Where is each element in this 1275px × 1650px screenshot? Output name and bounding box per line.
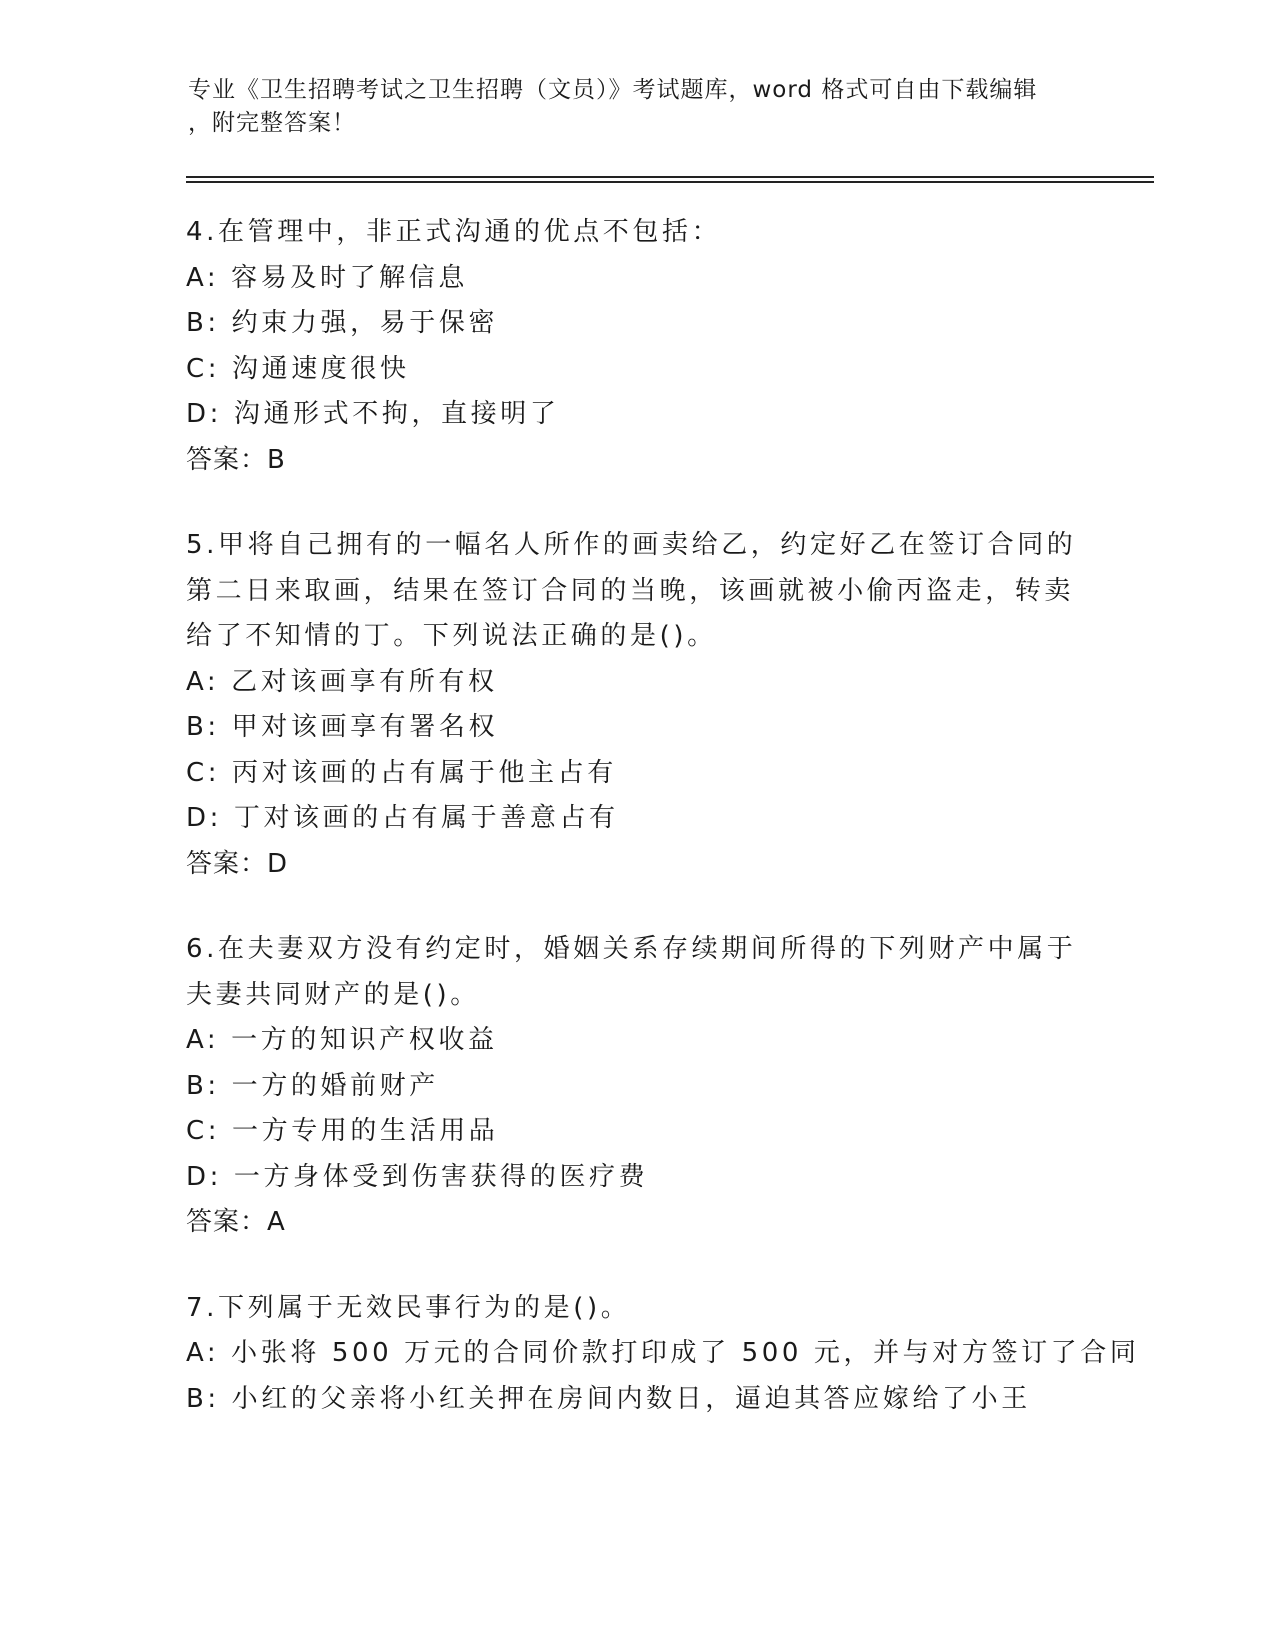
option-key: B:	[186, 308, 220, 338]
option-text: 沟通形式不拘，直接明了	[233, 399, 560, 429]
question-6	[186, 927, 1086, 1246]
option-key: B:	[186, 1070, 220, 1101]
option-key: A:	[186, 666, 220, 697]
option-text: 一方专用的生活用品	[232, 1116, 499, 1146]
option-b	[186, 1377, 1086, 1423]
option-a	[186, 660, 1086, 706]
option-text: 一方的婚前财产	[231, 1070, 439, 1101]
question-list	[186, 210, 1140, 1462]
option-d	[186, 392, 1086, 438]
question-stem: 5.甲将自己拥有的一幅名人所作的画卖给乙，约定好乙在签订合同的	[186, 530, 1077, 560]
question-5	[186, 523, 1086, 887]
option-text: 容易及时了解信息	[231, 262, 468, 293]
option-text: 丁对该画的占有属于善意占有	[233, 803, 619, 833]
option-c	[186, 751, 1086, 797]
question-stem: 4.在管理中，非正式沟通的优点不包括：	[186, 217, 722, 247]
option-a	[186, 1331, 1140, 1377]
option-b	[186, 705, 1086, 751]
option-d	[186, 796, 1086, 842]
option-key: C:	[186, 1116, 221, 1146]
question-stem: 6.在夫妻双方没有约定时，婚姻关系存续期间所得的下列财产中属于	[186, 934, 1077, 964]
option-c	[186, 1109, 1086, 1155]
option-key: B:	[186, 712, 220, 742]
header-line-1: 专业《卫生招聘考试之卫生招聘（文员）》考试题库，word 格式可自由下载编辑	[188, 77, 1038, 103]
question-stem: 给了不知情的丁。下列说法正确的是()。	[186, 621, 717, 651]
option-c	[186, 347, 1086, 393]
option-key: A:	[186, 1025, 220, 1055]
header-divider-bottom	[186, 181, 1154, 183]
option-b	[186, 301, 1086, 347]
option-key: B:	[186, 1383, 220, 1414]
option-text: 一方的知识产权收益	[231, 1025, 498, 1055]
option-key: A:	[186, 1338, 220, 1368]
option-text: 约束力强，易于保密	[231, 308, 499, 338]
option-a	[186, 1018, 1086, 1064]
option-d	[186, 1155, 1086, 1201]
answer-label: 答案：A	[186, 1207, 286, 1237]
option-key: D:	[186, 1161, 222, 1192]
answer-label: 答案：D	[186, 848, 289, 879]
option-a	[186, 256, 1086, 302]
option-text: 沟通速度很快	[232, 353, 410, 384]
header-line-2: ，附完整答案！	[188, 110, 356, 136]
option-text: 小红的父亲将小红关押在房间内数日，逼迫其答应嫁给了小王	[231, 1383, 1031, 1414]
option-text: 一方身体受到伤害获得的医疗费	[233, 1161, 649, 1192]
document-header	[188, 74, 1088, 140]
option-key: C:	[186, 353, 221, 384]
option-key: D:	[186, 399, 222, 429]
option-key: D:	[186, 803, 222, 833]
option-b	[186, 1064, 1086, 1110]
option-key: A:	[186, 262, 220, 293]
question-stem: 7.下列属于无效民事行为的是()。	[186, 1292, 631, 1323]
answer-label: 答案：B	[186, 444, 286, 475]
option-text: 小张将 500 万元的合同价款打印成了 500 元，并与对方签订了合同	[231, 1338, 1140, 1368]
question-stem: 夫妻共同财产的是()。	[186, 979, 480, 1010]
option-text: 甲对该画享有署名权	[231, 712, 499, 742]
option-text: 乙对该画享有所有权	[231, 666, 498, 697]
option-key: C:	[186, 757, 221, 788]
option-text: 丙对该画的占有属于他主占有	[232, 757, 617, 788]
question-stem: 第二日来取画，结果在签订合同的当晚，该画就被小偷丙盗走，转卖	[186, 575, 1075, 606]
question-4	[186, 210, 1086, 483]
question-7	[186, 1286, 1140, 1423]
header-divider-top	[186, 176, 1154, 178]
